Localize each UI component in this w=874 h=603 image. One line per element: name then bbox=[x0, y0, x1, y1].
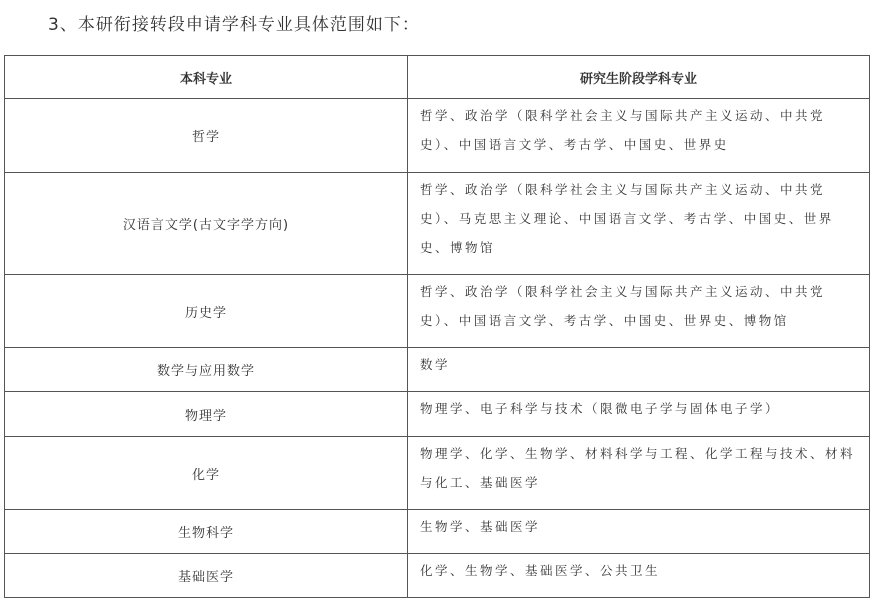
table-header-row bbox=[5, 56, 870, 99]
graduate-majors-cell: 哲学、政治学（限科学社会主义与国际共产主义运动、中共党史）、马克思主义理论、中国语言文学、考古学、中国史、世界史、博物馆 bbox=[408, 173, 870, 275]
graduate-majors-cell: 哲学、政治学（限科学社会主义与国际共产主义运动、中共党史）、中国语言文学、考古学、中国史、世界史 bbox=[408, 99, 870, 173]
undergrad-major-cell: 汉语言文学(古文字学方向) bbox=[5, 173, 408, 275]
graduate-majors-cell: 物理学、电子科学与技术（限微电子学与固体电子学） bbox=[408, 392, 870, 437]
graduate-majors-cell: 化学、生物学、基础医学、公共卫生 bbox=[408, 554, 870, 598]
undergrad-major-cell: 生物科学 bbox=[5, 510, 408, 554]
table-row bbox=[5, 348, 870, 392]
undergrad-major-cell: 基础医学 bbox=[5, 554, 408, 598]
graduate-majors-cell: 物理学、化学、生物学、材料科学与工程、化学工程与技术、材料与化工、基础医学 bbox=[408, 437, 870, 510]
table-row bbox=[5, 173, 870, 275]
graduate-majors-cell: 生物学、基础医学 bbox=[408, 510, 870, 554]
undergrad-major-cell: 数学与应用数学 bbox=[5, 348, 408, 392]
major-mapping-table bbox=[4, 55, 870, 598]
graduate-majors-cell: 数学 bbox=[408, 348, 870, 392]
section-heading: 3、本研衔接转段申请学科专业具体范围如下： bbox=[48, 15, 420, 35]
header-graduate-major: 研究生阶段学科专业 bbox=[408, 56, 870, 99]
header-undergrad-major: 本科专业 bbox=[5, 56, 408, 99]
table-row bbox=[5, 510, 870, 554]
graduate-majors-cell: 哲学、政治学（限科学社会主义与国际共产主义运动、中共党史）、中国语言文学、考古学、中国史、世界史、博物馆 bbox=[408, 275, 870, 348]
undergrad-major-cell: 化学 bbox=[5, 437, 408, 510]
undergrad-major-cell: 历史学 bbox=[5, 275, 408, 348]
table-row bbox=[5, 275, 870, 348]
table-row bbox=[5, 392, 870, 437]
table-row bbox=[5, 554, 870, 598]
undergrad-major-cell: 哲学 bbox=[5, 99, 408, 173]
table-row bbox=[5, 99, 870, 173]
undergrad-major-cell: 物理学 bbox=[5, 392, 408, 437]
table-row bbox=[5, 437, 870, 510]
